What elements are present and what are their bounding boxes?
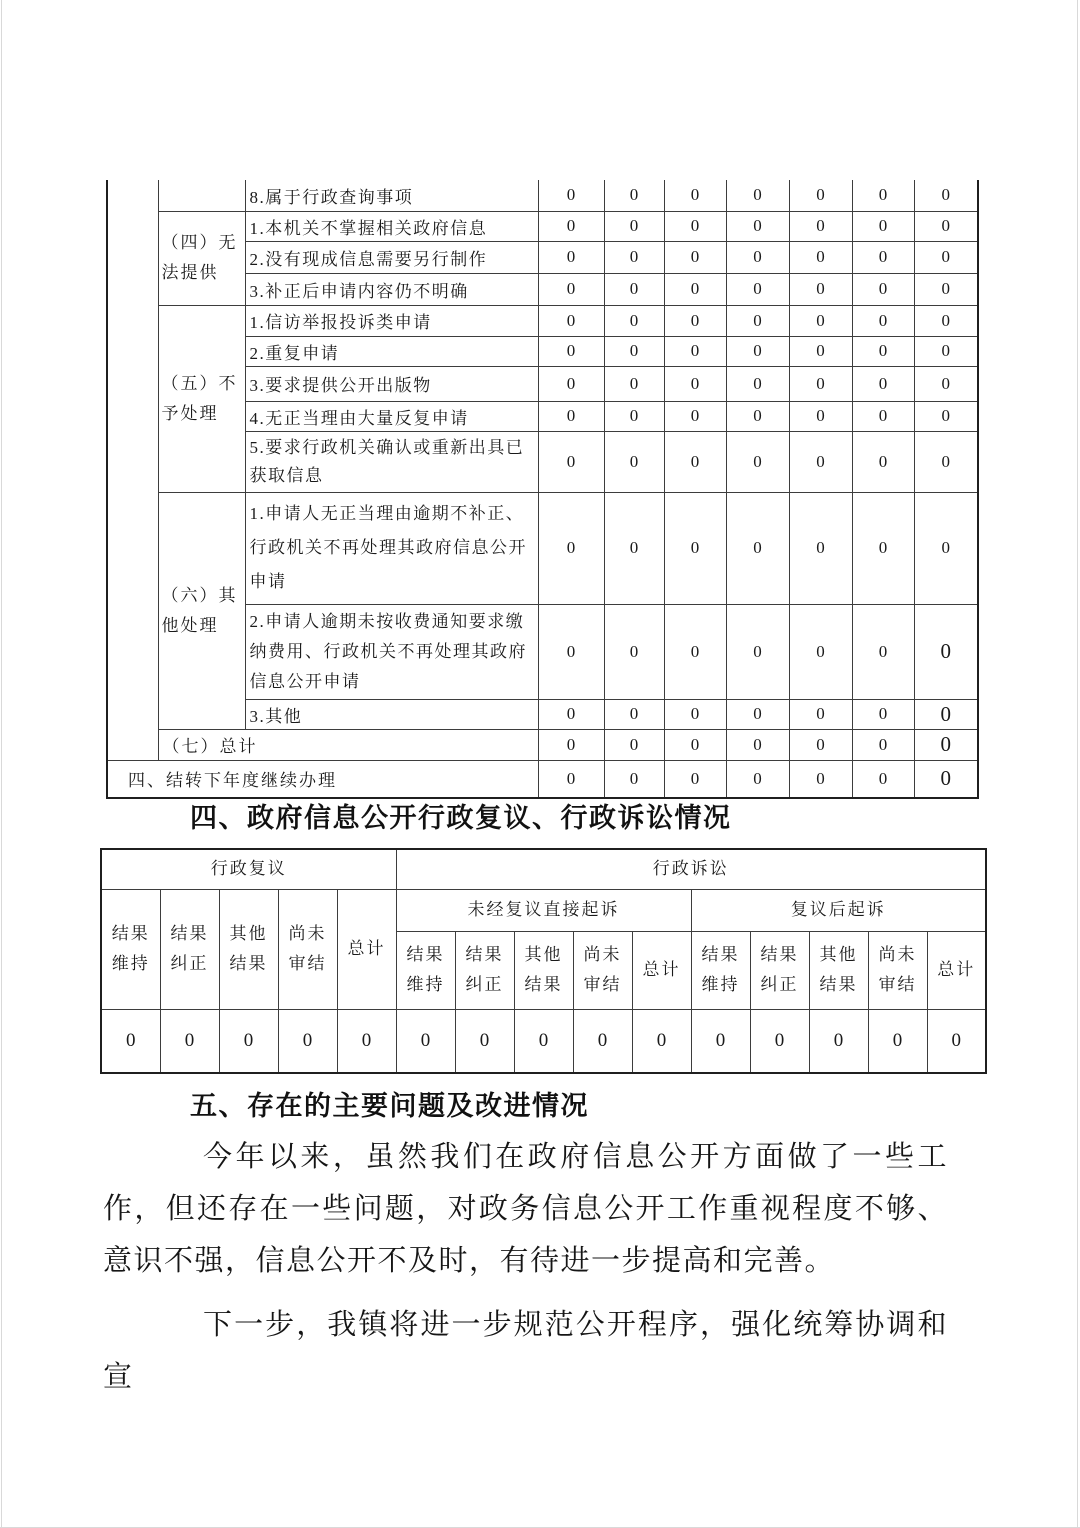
value-cell: 0 — [789, 241, 852, 273]
disposal-result-table — [106, 180, 979, 799]
value-cell: 0 — [852, 241, 914, 273]
header-cell: 总计 — [337, 889, 396, 1009]
value-cell: 0 — [538, 431, 604, 492]
value-cell: 0 — [914, 492, 978, 604]
value-cell: 0 — [789, 366, 852, 401]
value-cell: 0 — [914, 729, 978, 760]
value-cell: 0 — [160, 1009, 219, 1073]
value-cell: 0 — [726, 699, 789, 729]
item-label-cell: 3.其他 — [245, 699, 538, 729]
value-cell: 0 — [604, 273, 664, 305]
merged-category-cell — [107, 180, 158, 760]
value-cell: 0 — [852, 729, 914, 760]
header-cell: 行政诉讼 — [396, 849, 986, 889]
value-cell: 0 — [852, 699, 914, 729]
value-cell: 0 — [726, 760, 789, 798]
value-cell: 0 — [664, 336, 726, 366]
value-cell: 0 — [726, 241, 789, 273]
section-heading-problems: 五、存在的主要问题及改进情况 — [190, 1091, 589, 1121]
value-cell: 0 — [927, 1009, 986, 1073]
item-label-cell: 2.没有现成信息需要另行制作 — [245, 241, 538, 273]
value-cell: 0 — [664, 760, 726, 798]
value-cell: 0 — [789, 492, 852, 604]
review-litigation-table — [100, 848, 987, 1074]
value-cell: 0 — [538, 211, 604, 241]
value-cell: 0 — [538, 699, 604, 729]
value-cell: 0 — [604, 699, 664, 729]
value-cell: 0 — [852, 180, 914, 211]
value-cell: 0 — [789, 604, 852, 699]
value-cell: 0 — [604, 431, 664, 492]
value-cell: 0 — [538, 729, 604, 760]
value-cell: 0 — [789, 431, 852, 492]
value-cell: 0 — [852, 492, 914, 604]
value-cell: 0 — [514, 1009, 573, 1073]
value-cell: 0 — [664, 305, 726, 336]
value-cell: 0 — [789, 273, 852, 305]
value-cell: 0 — [604, 401, 664, 431]
value-cell: 0 — [914, 305, 978, 336]
value-cell: 0 — [219, 1009, 278, 1073]
value-cell: 0 — [789, 180, 852, 211]
item-label-cell: 3.补正后申请内容仍不明确 — [245, 273, 538, 305]
value-cell: 0 — [852, 604, 914, 699]
value-cell: 0 — [604, 305, 664, 336]
value-cell: 0 — [604, 241, 664, 273]
header-cell: 未经复议直接起诉 — [396, 889, 691, 931]
value-cell: 0 — [455, 1009, 514, 1073]
value-cell: 0 — [726, 180, 789, 211]
section-heading-review-litigation: 四、政府信息公开行政复议、行政诉讼情况 — [190, 803, 732, 833]
value-cell: 0 — [604, 492, 664, 604]
value-cell: 0 — [604, 366, 664, 401]
value-cell: 0 — [664, 273, 726, 305]
value-cell: 0 — [664, 492, 726, 604]
empty-category-cell — [158, 180, 245, 211]
value-cell: 0 — [914, 760, 978, 798]
value-cell: 0 — [914, 336, 978, 366]
header-cell: 其他 结果 — [809, 931, 868, 1009]
value-cell: 0 — [538, 305, 604, 336]
header-cell: 总计 — [927, 931, 986, 1009]
value-cell: 0 — [914, 366, 978, 401]
header-cell: 其他 结果 — [514, 931, 573, 1009]
value-cell: 0 — [604, 604, 664, 699]
value-cell: 0 — [726, 729, 789, 760]
header-cell: 结果 纠正 — [160, 889, 219, 1009]
value-cell: 0 — [664, 401, 726, 431]
value-cell: 0 — [914, 604, 978, 699]
value-cell: 0 — [789, 305, 852, 336]
value-cell: 0 — [852, 273, 914, 305]
value-cell: 0 — [914, 431, 978, 492]
body-paragraph-1: 今年以来，虽然我们在政府信息公开方面做了一些工作，但还存在一些问题，对政务信息公开工作重视程度不够、意识不强，信息公开不及时，有待进一步提高和完善。 — [103, 1141, 948, 1277]
value-cell: 0 — [664, 604, 726, 699]
header-cell: 尚未 审结 — [573, 931, 632, 1009]
carryover-label-cell: 四、结转下年度继续办理 — [107, 760, 538, 798]
value-cell: 0 — [538, 760, 604, 798]
total-label-cell: （七）总计 — [158, 729, 538, 760]
header-cell: 结果 维持 — [396, 931, 455, 1009]
value-cell: 0 — [914, 699, 978, 729]
item-label-cell: 1.本机关不掌握相关政府信息 — [245, 211, 538, 241]
value-cell: 0 — [726, 336, 789, 366]
value-cell: 0 — [789, 729, 852, 760]
header-cell: 复议后起诉 — [691, 889, 986, 931]
value-cell: 0 — [852, 401, 914, 431]
header-cell: 尚未 审结 — [868, 931, 927, 1009]
item-label-cell: 4.无正当理由大量反复申请 — [245, 401, 538, 431]
disposal-result-table-wrap — [106, 180, 979, 799]
value-cell: 0 — [691, 1009, 750, 1073]
value-cell: 0 — [789, 699, 852, 729]
value-cell: 0 — [914, 211, 978, 241]
value-cell: 0 — [726, 604, 789, 699]
value-cell: 0 — [538, 604, 604, 699]
value-cell: 0 — [852, 431, 914, 492]
value-cell: 0 — [337, 1009, 396, 1073]
value-cell: 0 — [604, 336, 664, 366]
value-cell: 0 — [538, 273, 604, 305]
value-cell: 0 — [538, 401, 604, 431]
value-cell: 0 — [726, 211, 789, 241]
category-label-cell: （五）不予处理 — [158, 305, 245, 492]
item-label-cell: 2.申请人逾期未按收费通知要求缴纳费用、行政机关不再处理其政府信息公开申请 — [245, 604, 538, 699]
review-litigation-table-wrap — [100, 848, 987, 1074]
value-cell: 0 — [852, 760, 914, 798]
item-label-cell: 2.重复申请 — [245, 336, 538, 366]
value-cell: 0 — [914, 401, 978, 431]
value-cell: 0 — [664, 366, 726, 401]
value-cell: 0 — [604, 211, 664, 241]
value-cell: 0 — [664, 431, 726, 492]
body-text — [103, 1131, 948, 1403]
category-label-cell: （六）其他处理 — [158, 492, 245, 729]
value-cell: 0 — [538, 241, 604, 273]
value-cell: 0 — [914, 273, 978, 305]
item-label-cell: 1.信访举报投诉类申请 — [245, 305, 538, 336]
item-label-cell: 1.申请人无正当理由逾期不补正、行政机关不再处理其政府信息公开申请 — [245, 492, 538, 604]
value-cell: 0 — [789, 401, 852, 431]
value-cell: 0 — [789, 760, 852, 798]
value-cell: 0 — [604, 729, 664, 760]
header-cell: 结果 维持 — [101, 889, 160, 1009]
header-cell: 总计 — [632, 931, 691, 1009]
value-cell: 0 — [726, 273, 789, 305]
value-cell: 0 — [278, 1009, 337, 1073]
value-cell: 0 — [538, 492, 604, 604]
value-cell: 0 — [726, 305, 789, 336]
value-cell: 0 — [789, 336, 852, 366]
value-cell: 0 — [538, 366, 604, 401]
value-cell: 0 — [604, 180, 664, 211]
value-cell: 0 — [101, 1009, 160, 1073]
value-cell: 0 — [664, 180, 726, 211]
item-label-cell: 8.属于行政查询事项 — [245, 180, 538, 211]
value-cell: 0 — [632, 1009, 691, 1073]
value-cell: 0 — [914, 180, 978, 211]
value-cell: 0 — [852, 211, 914, 241]
header-cell: 尚未 审结 — [278, 889, 337, 1009]
value-cell: 0 — [573, 1009, 632, 1073]
value-cell: 0 — [789, 211, 852, 241]
value-cell: 0 — [750, 1009, 809, 1073]
value-cell: 0 — [664, 211, 726, 241]
value-cell: 0 — [726, 366, 789, 401]
header-cell: 结果 维持 — [691, 931, 750, 1009]
value-cell: 0 — [852, 336, 914, 366]
value-cell: 0 — [809, 1009, 868, 1073]
page-edge-left — [1, 0, 2, 1528]
category-label-cell: （四）无法提供 — [158, 211, 245, 305]
value-cell: 0 — [664, 699, 726, 729]
value-cell: 0 — [726, 401, 789, 431]
value-cell: 0 — [538, 180, 604, 211]
header-cell: 结果 纠正 — [455, 931, 514, 1009]
value-cell: 0 — [852, 305, 914, 336]
value-cell: 0 — [726, 431, 789, 492]
header-cell: 行政复议 — [101, 849, 396, 889]
value-cell: 0 — [914, 241, 978, 273]
page-edge-right — [1077, 0, 1078, 1528]
header-cell: 其他 结果 — [219, 889, 278, 1009]
value-cell: 0 — [396, 1009, 455, 1073]
value-cell: 0 — [852, 366, 914, 401]
header-cell: 结果 纠正 — [750, 931, 809, 1009]
body-paragraph-2: 下一步，我镇将进一步规范公开程序，强化统筹协调和宣 — [103, 1309, 948, 1393]
value-cell: 0 — [538, 336, 604, 366]
value-cell: 0 — [664, 729, 726, 760]
value-cell: 0 — [868, 1009, 927, 1073]
value-cell: 0 — [664, 241, 726, 273]
item-label-cell: 5.要求行政机关确认或重新出具已获取信息 — [245, 431, 538, 492]
value-cell: 0 — [604, 760, 664, 798]
item-label-cell: 3.要求提供公开出版物 — [245, 366, 538, 401]
value-cell: 0 — [726, 492, 789, 604]
